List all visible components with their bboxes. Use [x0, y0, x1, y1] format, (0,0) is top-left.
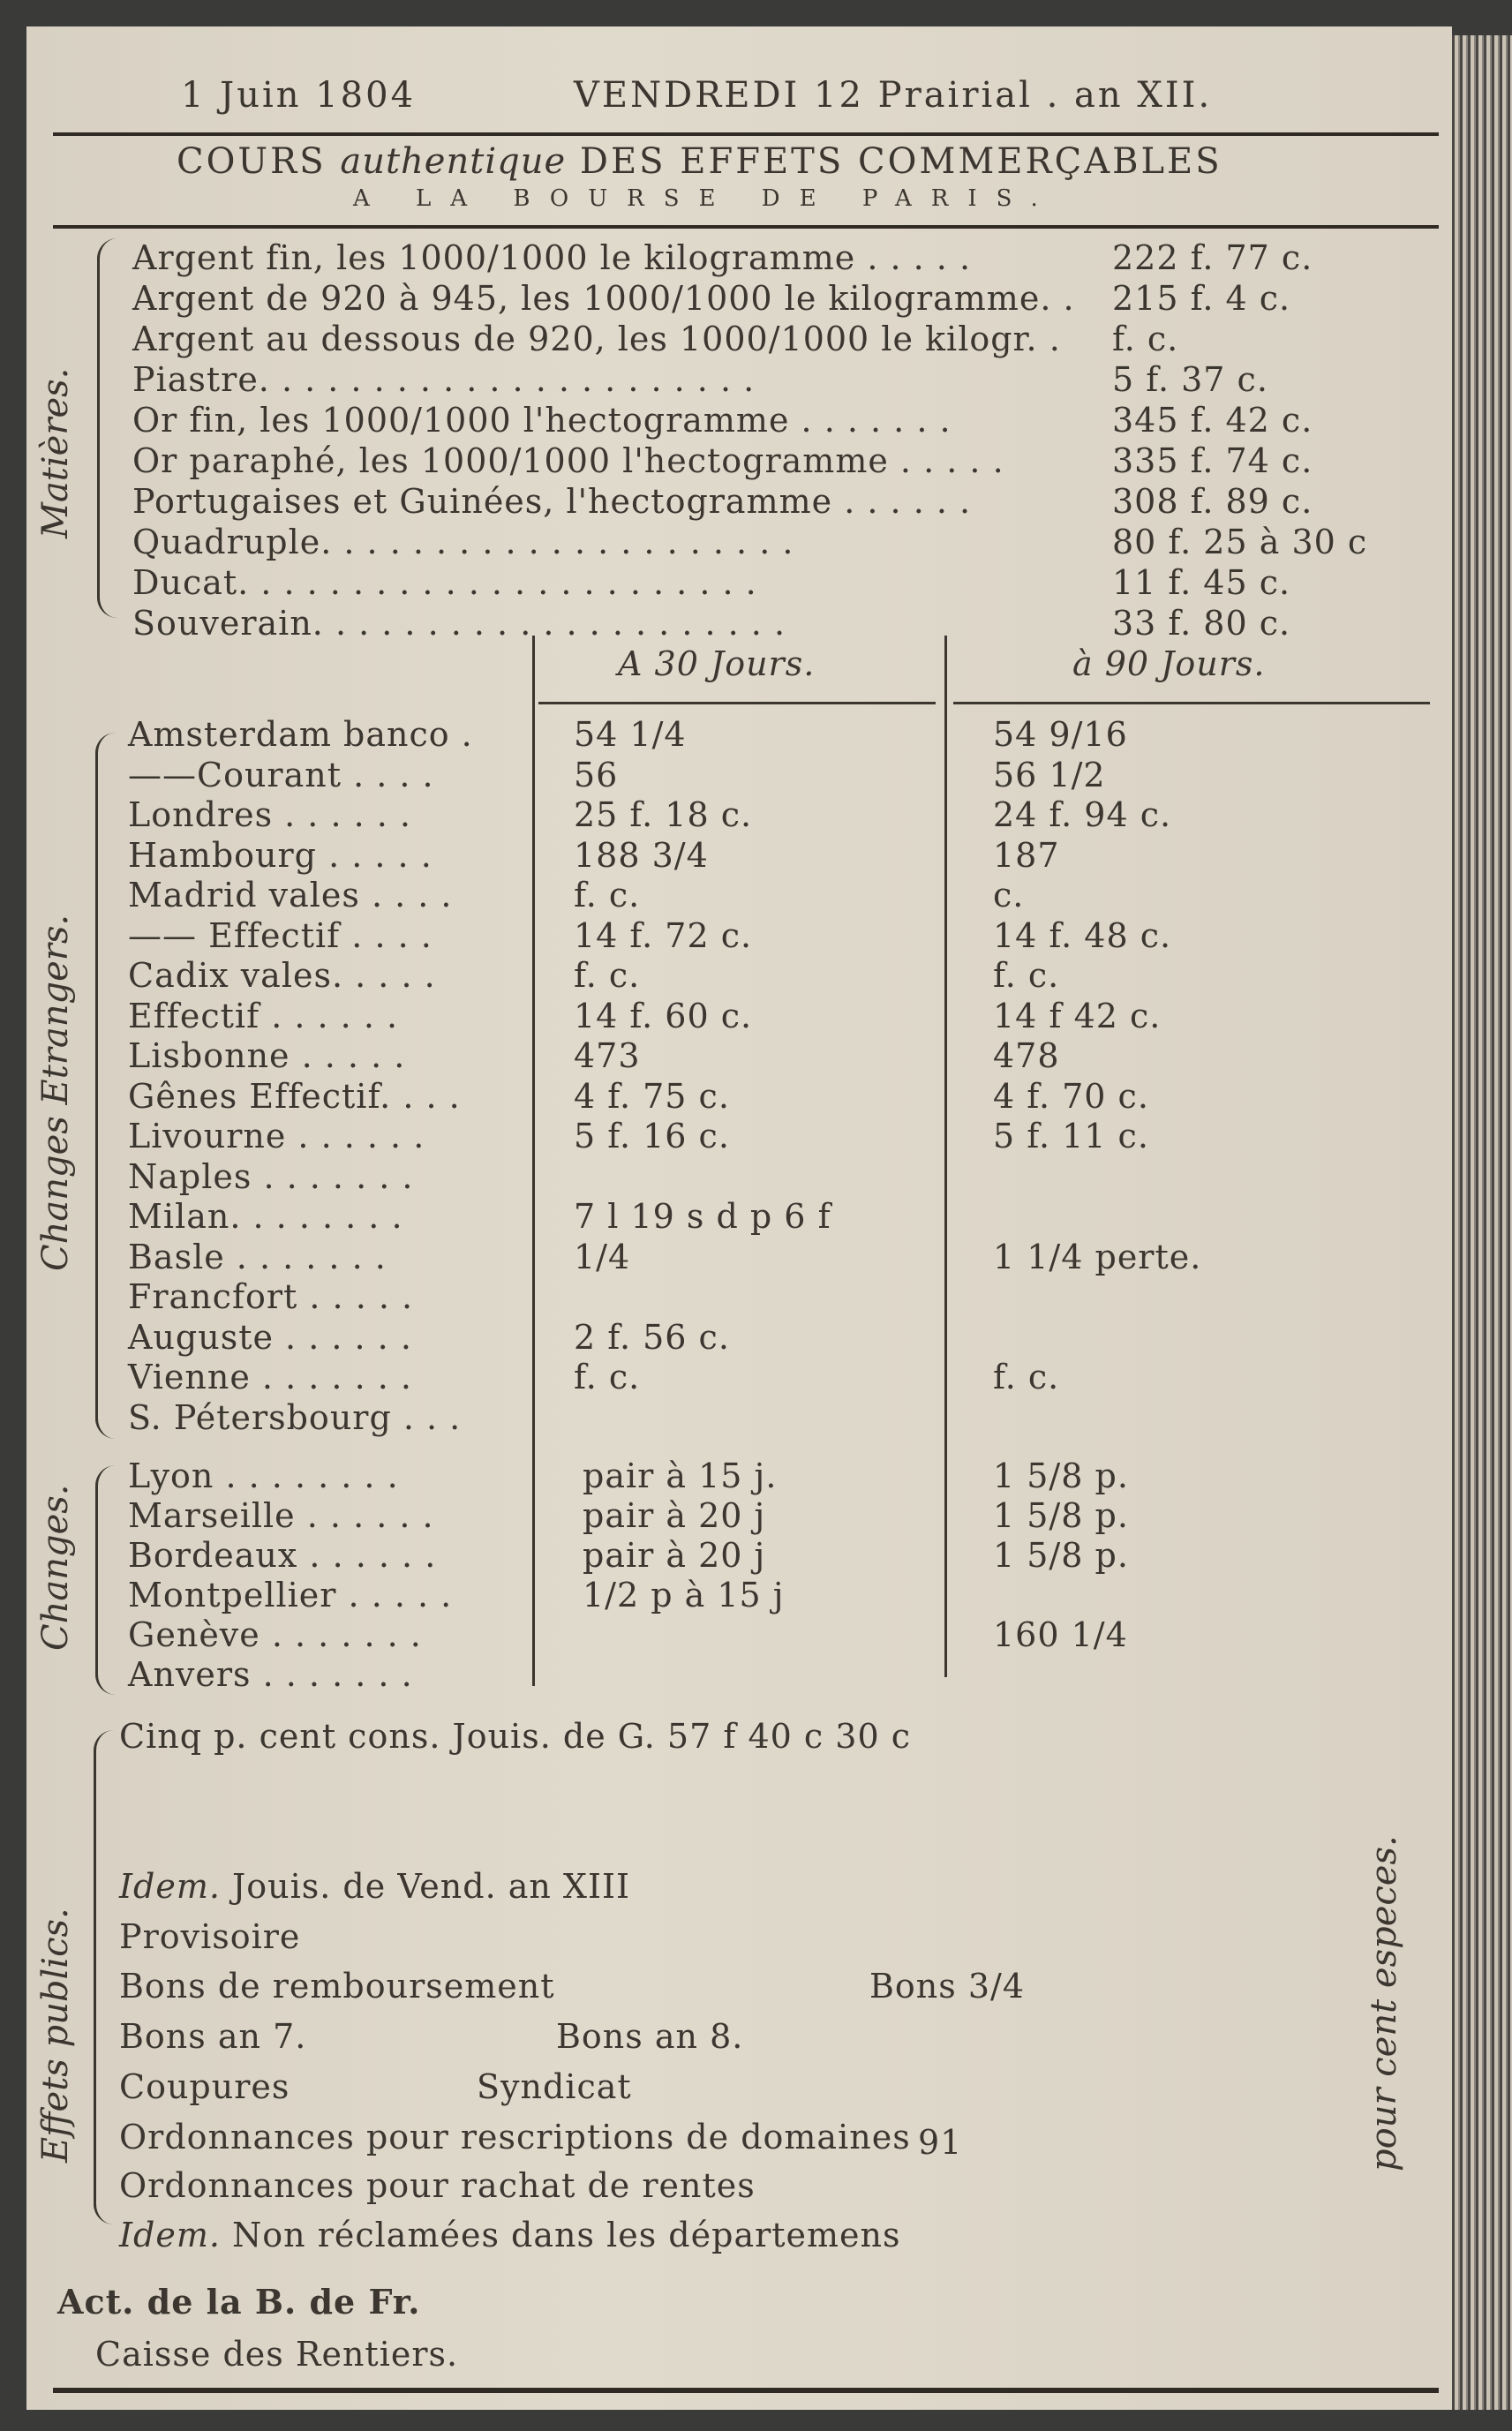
- changes-row-90: 1 5/8 p.: [993, 1496, 1129, 1535]
- matieres-row-label: Quadruple. . . . . . . . . . . . . . . . . . . . .: [132, 523, 794, 561]
- title-cours: COURS: [177, 141, 327, 182]
- changes-row-90: 1 5/8 p.: [993, 1456, 1129, 1495]
- changes-row-90: 160 1/4: [993, 1615, 1128, 1654]
- changes-etrangers-row-90: 14 f. 48 c.: [993, 915, 1172, 955]
- changes-etrangers-row-30: 4 f. 75 c.: [574, 1076, 730, 1116]
- changes-etrangers-row-90: 14 f 42 c.: [993, 996, 1162, 1035]
- ordonnances-domaines-value: 91: [918, 2123, 963, 2162]
- book-page-edges: [1452, 35, 1512, 2410]
- header-rule-bottom: [53, 225, 1439, 229]
- changes-etrangers-row-30: 54 1/4: [574, 715, 687, 754]
- syndicat: Syndicat: [477, 2067, 632, 2106]
- changes-etrangers-row-90: 24 f. 94 c.: [993, 795, 1172, 834]
- subtitle: A LA BOURSE DE PARIS.: [353, 185, 1057, 212]
- pour-cent-especes-label: pour cent especes.: [1364, 1835, 1404, 2171]
- matieres-brace: [97, 238, 117, 618]
- changes-etrangers-row-label: Gênes Effectif. . . .: [128, 1076, 461, 1116]
- provisoire: Provisoire: [119, 1917, 301, 1956]
- matieres-row-value: 345 f. 42 c.: [1112, 401, 1313, 440]
- header-rule-top: [53, 132, 1439, 136]
- changes-etrangers-row-30: 7 l 19 s d p 6 f: [574, 1197, 831, 1236]
- changes-etrangers-row-30: f. c.: [574, 876, 641, 914]
- matieres-row-value: 11 f. 45 c.: [1112, 563, 1291, 602]
- changes-etrangers-row-label: —— Effectif . . . .: [128, 915, 433, 955]
- changes-etrangers-row-label: ——Courant . . . .: [128, 755, 434, 794]
- matieres-row-label: Argent fin, les 1000/1000 le kilogramme . . . . .: [132, 238, 972, 277]
- matieres-row-label: Argent au dessous de 920, les 1000/1000 le kilogr. .: [132, 320, 1061, 358]
- changes-etrangers-row-label: Livourne . . . . . .: [128, 1117, 425, 1155]
- changes-etrangers-row-label: Milan. . . . . . . .: [128, 1197, 403, 1236]
- matieres-row-value: 222 f. 77 c.: [1112, 238, 1313, 277]
- changes-etrangers-row-90: 478: [993, 1036, 1060, 1075]
- date-left: 1 Juin 1804: [181, 75, 417, 116]
- date-right: VENDREDI 12 Prairial . an XII.: [574, 75, 1213, 116]
- changes-etrangers-row-30: f. c.: [574, 956, 641, 995]
- changes-etrangers-row-label: Vienne . . . . . . .: [128, 1358, 412, 1396]
- changes-etrangers-row-30: 5 f. 16 c.: [574, 1117, 730, 1155]
- idem-jouis-vend: [119, 1867, 630, 1906]
- matieres-side-label: Matières.: [35, 367, 76, 538]
- changes-etrangers-row-90: 4 f. 70 c.: [993, 1076, 1149, 1116]
- coupures: Coupures: [119, 2067, 290, 2106]
- matieres-row-value: 80 f. 25 à 30 c: [1112, 523, 1368, 561]
- changes-etrangers-row-label: Francfort . . . . .: [128, 1277, 414, 1316]
- changes-row-label: Anvers . . . . . . .: [128, 1655, 413, 1694]
- bons-an-7: Bons an 7.: [119, 2017, 307, 2056]
- non-reclamees-text: Non réclamées dans les départemens: [232, 2216, 901, 2254]
- title-line: [177, 141, 1222, 182]
- column-divider-left: [532, 636, 535, 1686]
- matieres-row-value: f. c.: [1112, 320, 1179, 358]
- effets-publics-side-label: Effets publics.: [35, 1908, 76, 2163]
- matieres-row-label: Portugaises et Guinées, l'hectogramme . . . . . .: [132, 482, 972, 521]
- act-banque-france: Act. de la B. de Fr.: [57, 2282, 421, 2322]
- changes-etrangers-row-30: 188 3/4: [574, 835, 709, 875]
- changes-etrangers-row-30: 2 f. 56 c.: [574, 1317, 730, 1357]
- changes-etrangers-row-90: 1 1/4 perte.: [993, 1237, 1202, 1276]
- matieres-row-label: Or fin, les 1000/1000 l'hectogramme . . . . . . .: [132, 401, 952, 440]
- changes-row-30: pair à 20 j: [583, 1536, 766, 1575]
- changes-side-label: Changes.: [35, 1484, 76, 1651]
- matieres-row-label: Or paraphé, les 1000/1000 l'hectogramme . . . . .: [132, 441, 1004, 480]
- matieres-row-value: 5 f. 37 c.: [1112, 360, 1268, 399]
- idem-label-1: Idem.: [119, 1867, 221, 1906]
- changes-etrangers-row-label: Madrid vales . . . .: [128, 876, 453, 914]
- title-effets: DES EFFETS COMMERÇABLES: [579, 141, 1222, 182]
- changes-etrangers-row-30: 1/4: [574, 1237, 631, 1276]
- caisse-rentiers: Caisse des Rentiers.: [95, 2335, 459, 2374]
- changes-row-label: Bordeaux . . . . . .: [128, 1536, 437, 1575]
- changes-etrangers-row-label: Naples . . . . . . .: [128, 1156, 414, 1196]
- changes-etrangers-row-label: Basle . . . . . . .: [128, 1237, 387, 1276]
- changes-etrangers-row-label: Cadix vales. . . . .: [128, 956, 436, 995]
- changes-etrangers-row-90: 56 1/2: [993, 755, 1106, 794]
- bons-trois-quarts: Bons 3/4: [869, 1967, 1026, 2006]
- col-header-rule-30: [538, 702, 936, 704]
- changes-brace: [95, 1465, 116, 1695]
- changes-etrangers-row-90: f. c.: [993, 1358, 1060, 1396]
- cinq-pour-cent: Cinq p. cent cons. Jouis. de G. 57 f 40 c 30 c: [119, 1717, 912, 1756]
- changes-etrangers-row-30: 25 f. 18 c.: [574, 795, 753, 834]
- changes-row-label: Lyon . . . . . . . .: [128, 1456, 399, 1495]
- changes-etrangers-row-30: 473: [574, 1036, 641, 1075]
- changes-etrangers-row-30: 14 f. 60 c.: [574, 996, 753, 1035]
- matieres-row-label: Argent de 920 à 945, les 1000/1000 le kilogramme. .: [132, 279, 1075, 318]
- changes-row-label: Genève . . . . . . .: [128, 1615, 422, 1654]
- changes-etrangers-row-label: Auguste . . . . . .: [128, 1317, 412, 1357]
- matieres-row-label: Ducat. . . . . . . . . . . . . . . . . . . . . . .: [132, 563, 757, 602]
- matieres-row-label: Souverain. . . . . . . . . . . . . . . . . . . . .: [132, 604, 786, 643]
- changes-etrangers-row-90: 187: [993, 835, 1060, 875]
- changes-etrangers-row-90: c.: [993, 876, 1025, 914]
- changes-row-30: 1/2 p à 15 j: [583, 1576, 785, 1614]
- matieres-row-value: 335 f. 74 c.: [1112, 441, 1313, 480]
- changes-etrangers-side-label: Changes Etrangers.: [35, 914, 76, 1271]
- changes-row-30: pair à 20 j: [583, 1496, 766, 1535]
- col-30-header: A 30 Jours.: [618, 644, 816, 683]
- changes-row-label: Marseille . . . . . .: [128, 1496, 434, 1535]
- changes-etrangers-row-label: Amsterdam banco .: [128, 715, 473, 754]
- changes-row-label: Montpellier . . . . .: [128, 1576, 453, 1614]
- changes-etrangers-row-30: 14 f. 72 c.: [574, 915, 753, 955]
- changes-etrangers-row-90: 54 9/16: [993, 715, 1128, 754]
- bons-remboursement: Bons de remboursement: [119, 1967, 555, 2006]
- col-header-rule-90: [953, 702, 1430, 704]
- ordonnances-domaines: Ordonnances pour rescriptions de domaines: [119, 2118, 911, 2156]
- changes-etrangers-brace: [95, 733, 116, 1439]
- idem-non-reclamees: [119, 2216, 901, 2254]
- changes-row-90: 1 5/8 p.: [993, 1536, 1129, 1575]
- bons-an-8: Bons an 8.: [556, 2017, 744, 2056]
- changes-etrangers-row-label: Effectif . . . . . .: [128, 996, 399, 1035]
- changes-etrangers-row-90: f. c.: [993, 956, 1060, 995]
- matieres-row-label: Piastre. . . . . . . . . . . . . . . . . . . . . .: [132, 360, 756, 399]
- ordonnances-rentes: Ordonnances pour rachat de rentes: [119, 2166, 756, 2205]
- changes-etrangers-row-label: Lisbonne . . . . .: [128, 1036, 406, 1075]
- changes-etrangers-row-label: Londres . . . . . .: [128, 795, 412, 834]
- changes-row-30: pair à 15 j.: [583, 1456, 778, 1495]
- title-authentique: authentique: [340, 141, 567, 182]
- jouis-vend-text: Jouis. de Vend. an XIII: [232, 1867, 631, 1906]
- idem-label-2: Idem.: [119, 2216, 221, 2254]
- matieres-row-value: 215 f. 4 c.: [1112, 279, 1291, 318]
- footer-rule: [53, 2388, 1439, 2393]
- changes-etrangers-row-30: f. c.: [574, 1358, 641, 1396]
- ledger-page: [26, 26, 1452, 2410]
- column-divider-right: [944, 636, 947, 1677]
- matieres-row-value: 33 f. 80 c.: [1112, 604, 1291, 643]
- changes-etrangers-row-30: 56: [574, 755, 619, 794]
- matieres-row-value: 308 f. 89 c.: [1112, 482, 1313, 521]
- changes-etrangers-row-label: Hambourg . . . . .: [128, 835, 433, 875]
- effets-publics-brace: [94, 1730, 114, 2224]
- changes-etrangers-row-90: 5 f. 11 c.: [993, 1117, 1149, 1155]
- changes-etrangers-row-label: S. Pétersbourg . . .: [128, 1397, 462, 1437]
- col-90-header: à 90 Jours.: [1072, 644, 1266, 683]
